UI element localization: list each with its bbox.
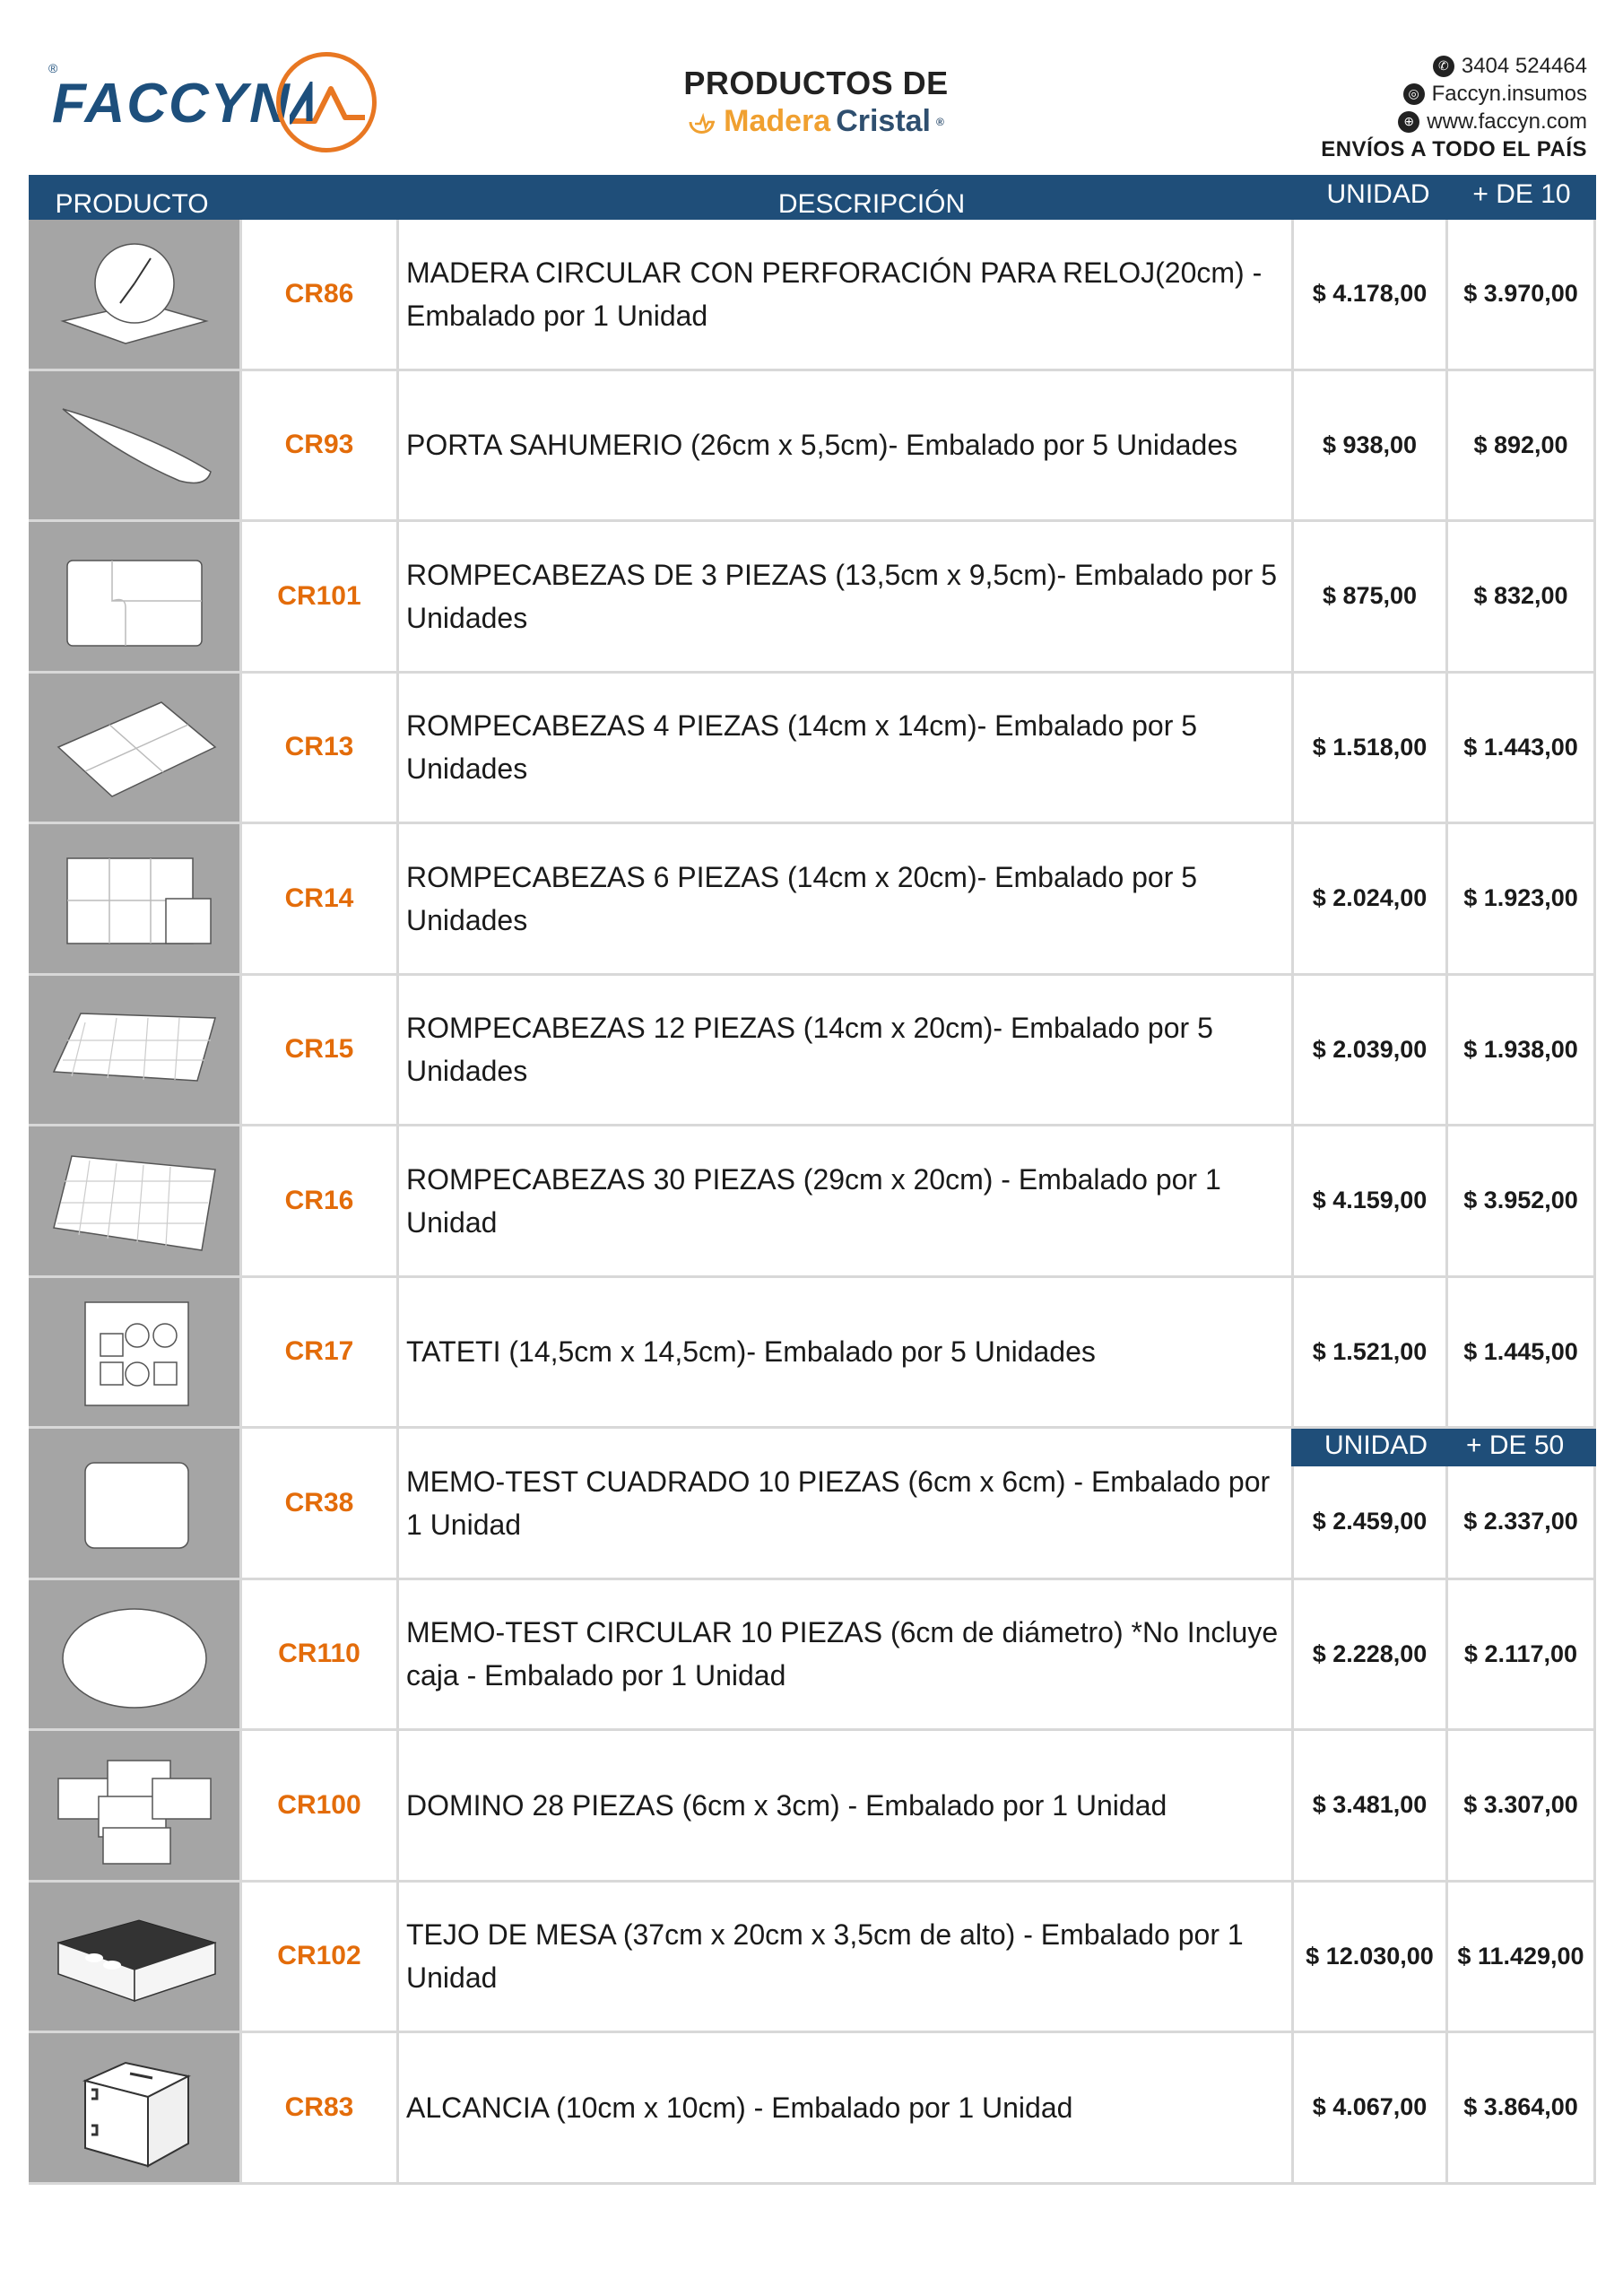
product-image-cell xyxy=(29,1580,239,1729)
product-description: DOMINO 28 PIEZAS (6cm x 3cm) - Embalado por 1 Unidad xyxy=(396,1731,1291,1880)
unit-price: $ 938,00 xyxy=(1291,371,1445,520)
table-row xyxy=(29,1731,1596,1883)
domino-image xyxy=(45,1743,224,1868)
product-image-cell xyxy=(29,220,239,369)
page-header xyxy=(0,0,1623,175)
table-row xyxy=(29,1278,1596,1430)
product-code: CR14 xyxy=(239,824,396,973)
bulk-price: $ 3.864,00 xyxy=(1445,2033,1596,2182)
subheader-bulk: + DE 50 xyxy=(1466,1431,1565,1460)
unit-price: $ 2.459,00 xyxy=(1291,1429,1445,1578)
bulk-price: $ 11.429,00 xyxy=(1445,1883,1596,2031)
contact-block xyxy=(1264,52,1587,163)
puzzle-4-image xyxy=(45,684,224,810)
faccyn-logo: ® FACCYN xyxy=(52,52,375,160)
product-code: CR38 xyxy=(239,1429,396,1578)
product-description: MADERA CIRCULAR CON PERFORACIÓN PARA RELOJ(20cm) - Embalado por 1 Unidad xyxy=(396,220,1291,369)
table-row xyxy=(29,1883,1596,2034)
product-code: CR110 xyxy=(239,1580,396,1729)
product-description: ROMPECABEZAS DE 3 PIEZAS (13,5cm x 9,5cm)- Embalado por 5 Unidades xyxy=(396,522,1291,671)
table-body xyxy=(29,220,1596,2185)
product-image-cell xyxy=(29,1278,239,1427)
product-image-cell xyxy=(29,976,239,1125)
bulk-price: $ 832,00 xyxy=(1445,522,1596,671)
product-description: ROMPECABEZAS 30 PIEZAS (29cm x 20cm) - Embalado por 1 Unidad xyxy=(396,1126,1291,1275)
table-row xyxy=(29,220,1596,371)
unit-price: $ 3.481,00 xyxy=(1291,1731,1445,1880)
memo-circle-image xyxy=(45,1591,224,1717)
bulk-price: $ 1.923,00 xyxy=(1445,824,1596,973)
puzzle-12-image xyxy=(45,987,224,1112)
header-description: DESCRIPCIÓN xyxy=(777,189,966,219)
unit-price: $ 2.024,00 xyxy=(1291,824,1445,973)
unit-price: $ 4.178,00 xyxy=(1291,220,1445,369)
bulk-price: $ 3.307,00 xyxy=(1445,1731,1596,1880)
bulk-price: $ 892,00 xyxy=(1445,371,1596,520)
bulk-price: $ 2.117,00 xyxy=(1445,1580,1596,1729)
product-image-cell xyxy=(29,522,239,671)
logo-ring-icon xyxy=(276,52,377,152)
table-tejo-image xyxy=(45,1893,224,2019)
product-image-cell xyxy=(29,2033,239,2182)
product-description: ROMPECABEZAS 12 PIEZAS (14cm x 20cm)- Embalado por 5 Unidades xyxy=(396,976,1291,1125)
table-row xyxy=(29,976,1596,1127)
logo-wordmark: FACCYN xyxy=(52,73,291,135)
product-image-cell xyxy=(29,1429,239,1578)
product-image-cell xyxy=(29,1883,239,2031)
product-image-cell xyxy=(29,371,239,520)
bulk-price: $ 1.938,00 xyxy=(1445,976,1596,1125)
phone-row[interactable]: ✆ 3404 524464 xyxy=(1264,52,1587,80)
product-image-cell xyxy=(29,1731,239,1880)
unit-price: $ 1.521,00 xyxy=(1291,1278,1445,1427)
product-description: MEMO-TEST CIRCULAR 10 PIEZAS (6cm de diámetro) *No Incluye caja - Embalado por 1 Unidad xyxy=(396,1580,1291,1729)
instagram-row[interactable]: ◎ Faccyn.insumos xyxy=(1264,80,1587,108)
puzzle-30-image xyxy=(45,1138,224,1264)
bulk-price: $ 1.443,00 xyxy=(1445,674,1596,822)
product-code: CR17 xyxy=(239,1278,396,1427)
globe-icon: ⊕ xyxy=(1398,111,1419,133)
product-image-cell xyxy=(29,674,239,822)
unit-price: $ 1.518,00 xyxy=(1291,674,1445,822)
product-image-cell xyxy=(29,1126,239,1275)
table-header xyxy=(29,175,1596,220)
product-code: CR83 xyxy=(239,2033,396,2182)
product-code: CR86 xyxy=(239,220,396,369)
website-row[interactable]: ⊕ www.faccyn.com xyxy=(1264,108,1587,135)
product-code: CR100 xyxy=(239,1731,396,1880)
product-code: CR93 xyxy=(239,371,396,520)
brand-leaf-icon xyxy=(688,109,718,135)
unit-price: $ 875,00 xyxy=(1291,522,1445,671)
subheader-unit: UNIDAD xyxy=(1324,1431,1428,1460)
puzzle-3-image xyxy=(45,534,224,659)
memo-square-image xyxy=(45,1440,224,1566)
unit-price: $ 4.067,00 xyxy=(1291,2033,1445,2182)
product-code: CR102 xyxy=(239,1883,396,2031)
product-description: MEMO-TEST CUADRADO 10 PIEZAS (6cm x 6cm) - Embalado por 1 Unidad xyxy=(396,1429,1291,1578)
header-bulk: + DE 10 xyxy=(1472,179,1571,209)
table-row xyxy=(29,1580,1596,1732)
table-row xyxy=(29,674,1596,825)
bulk-price: $ 3.952,00 xyxy=(1445,1126,1596,1275)
table-row xyxy=(29,2033,1596,2185)
table-row xyxy=(29,371,1596,523)
product-code: CR13 xyxy=(239,674,396,822)
product-code: CR101 xyxy=(239,522,396,671)
bulk-price: $ 3.970,00 xyxy=(1445,220,1596,369)
unit-price: $ 2.228,00 xyxy=(1291,1580,1445,1729)
product-description: TATETI (14,5cm x 14,5cm)- Embalado por 5 Unidades xyxy=(396,1278,1291,1427)
price-table xyxy=(29,175,1596,2185)
bulk-price: $ 2.337,00 xyxy=(1445,1429,1596,1578)
product-description: PORTA SAHUMERIO (26cm x 5,5cm)- Embalado por 5 Unidades xyxy=(396,371,1291,520)
tictactoe-image xyxy=(45,1289,224,1414)
unit-price: $ 12.030,00 xyxy=(1291,1883,1445,2031)
header-unit: UNIDAD xyxy=(1326,179,1430,209)
product-image-cell xyxy=(29,824,239,973)
clock-disc-image xyxy=(45,231,224,357)
instagram-icon: ◎ xyxy=(1403,83,1425,105)
bulk-price: $ 1.445,00 xyxy=(1445,1278,1596,1427)
product-description: ROMPECABEZAS 4 PIEZAS (14cm x 14cm)- Embalado por 5 Unidades xyxy=(396,674,1291,822)
product-code: CR15 xyxy=(239,976,396,1125)
table-row xyxy=(29,824,1596,976)
table-row xyxy=(29,1429,1596,1580)
unit-price: $ 2.039,00 xyxy=(1291,976,1445,1125)
page-title: PRODUCTOS DE xyxy=(683,65,949,101)
unit-price: $ 4.159,00 xyxy=(1291,1126,1445,1275)
title-block xyxy=(628,65,1004,139)
puzzle-6-image xyxy=(45,836,224,961)
header-product: PRODUCTO xyxy=(55,189,209,219)
table-row xyxy=(29,522,1596,674)
brand-madera-cristal: Madera Cristal ® xyxy=(628,104,1004,139)
product-description: TEJO DE MESA (37cm x 20cm x 3,5cm de alto) - Embalado por 1 Unidad xyxy=(396,1883,1291,2031)
whatsapp-icon: ✆ xyxy=(1433,56,1454,77)
money-box-image xyxy=(45,2045,224,2170)
shipping-note: ENVÍOS A TODO EL PAÍS xyxy=(1321,137,1587,161)
product-code: CR16 xyxy=(239,1126,396,1275)
table-row xyxy=(29,1126,1596,1278)
product-description: ALCANCIA (10cm x 10cm) - Embalado por 1 Unidad xyxy=(396,2033,1291,2182)
product-description: ROMPECABEZAS 6 PIEZAS (14cm x 20cm)- Embalado por 5 Unidades xyxy=(396,824,1291,973)
incense-holder-image xyxy=(45,382,224,508)
subheader-bar xyxy=(1291,1429,1596,1466)
